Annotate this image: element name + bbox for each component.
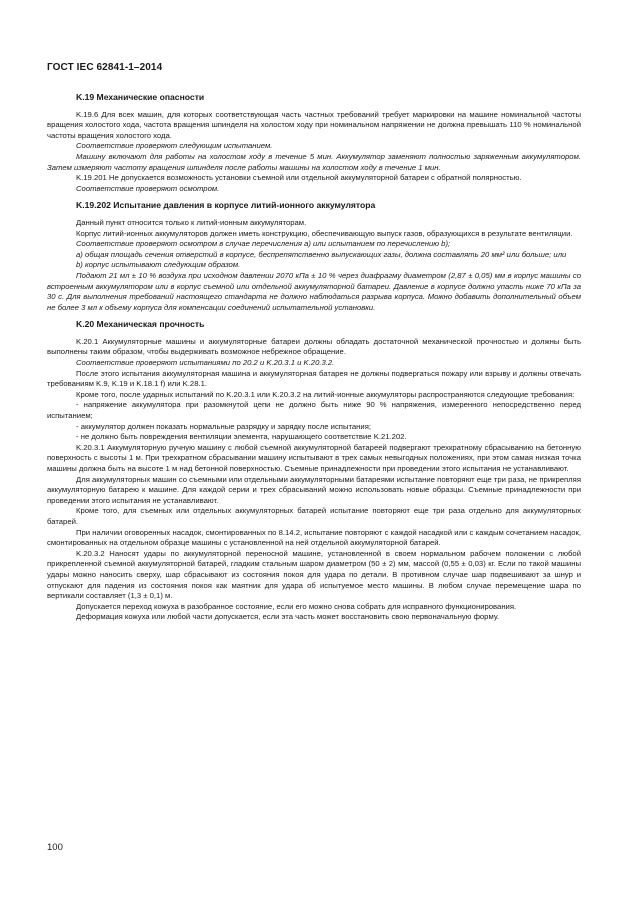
paragraph: K.19.6 Для всех машин, для которых соответствующая часть частных требований требует маркировки на машине номинальной частоты вращения холостого хода, частота вращения шпинделя на холостом ходу при номинальном напряжении не должна превышать 110 % номинальной частоты вращения холостого хода. bbox=[47, 109, 581, 140]
paragraph: Допускается переход кожуха в разобранное состояние, если его можно снова собрать для исправного функционирования. bbox=[76, 601, 517, 611]
page-number: 100 bbox=[47, 842, 63, 853]
section-heading: K.19.202 Испытание давления в корпусе литий-ионного аккумулятора bbox=[76, 200, 376, 211]
paragraph: Для аккумуляторных машин со съемными или отдельными аккумуляторными батареями испытание повторяют еще три раза, не прикрепляя аккумуляторную батарею к машине. Для каждой серии и трех сбрасываний можно использовать новые образцы. Съемные принадлежности при проведении этого испытания не устанавливают. bbox=[47, 474, 581, 505]
paragraph: Данный пункт относится только к литий-ионным аккумуляторам. bbox=[76, 217, 307, 227]
document-body bbox=[47, 92, 581, 623]
paragraph: Соответствие проверяют осмотром. bbox=[76, 183, 220, 193]
paragraph: Деформация кожуха или любой части допускается, если эта часть может восстановить свою первоначальную форму. bbox=[76, 612, 500, 622]
paragraph: а) общая площадь сечения отверстий в корпусе, беспрепятственно выпускающих газы, должна составлять 20 мм² или больше; или bbox=[76, 249, 567, 259]
paragraph: b) корпус испытывают следующим образом. bbox=[76, 260, 241, 270]
paragraph: Соответствие проверяют осмотром в случае перечисления а) или испытанием по перечислению b); bbox=[76, 239, 451, 249]
paragraph: После этого испытания аккумуляторная машина и аккумуляторная батарея не должны подвергаться пожару или взрыву и должны отвечать требованиям K.9, K.19 и K.18.1 f) или K.28.1. bbox=[47, 368, 581, 389]
paragraph: Кроме того, после ударных испытаний по K.20.3.1 или K.20.3.2 на литий-ионные аккумуляторы распространяются следующие требования: bbox=[76, 389, 575, 399]
section-heading: K.20 Механическая прочность bbox=[76, 319, 205, 330]
paragraph: K.20.3.2 Наносят удары по аккумуляторной переносной машине, установленной в своем нормальном рабочем положении с любой прикрепленной съемной аккумуляторной батарей, гладким стальным шаром диаметром (50 ± 2) мм, массой (0,55 ± 0,03) кг. Если по такой машины удары можно наносить сверху, шар сбрасывают из состояния покоя для удара по детали. В противном случае шар подвешивают за шнур и отпускают для падения из состояния покоя как маятник для удара об испытуемое место машины. В любом случае перемещение шара по вертикали составляет (1,3 ± 0,1) м. bbox=[47, 548, 581, 601]
paragraph: Соответствие проверяют испытаниями по 20.2 и K.20.3.1 и K.20.3.2. bbox=[76, 358, 335, 368]
paragraph: K.20.3.1 Аккумуляторную ручную машину с любой съемной аккумуляторной батареей подвергают трехкратному сбрасыванию на бетонную поверхность с высоты 1 м. При трехкратном сбрасывании машину испытывают в трех самых невыгодных положениях, при этом самая низкая точка машины должна быть на высоте 1 м над бетонной поверхностью. Съемные принадлежности при проведении этого испытания не устанавливают. bbox=[47, 442, 581, 473]
paragraph: Подают 21 мл ± 10 % воздуха при исходном давлении 2070 кПа ± 10 % через диафрагму диаметром (2,87 ± 0,05) мм в корпус машины со встроенным аккумулятором или в корпус съемной или отдельной аккумуляторной батареи. Давление в корпусе должно упасть ниже 70 кПа за 30 с. Для выполнения требований настоящего стандарта не должно наблюдаться разрыва корпуса. Можно добавить дополнительный объем не более 3 мл к объему корпуса для компенсации соединений испытательной установки. bbox=[47, 270, 581, 312]
paragraph: - не должно быть повреждения вентиляции элемента, нарушающего соответствие K.21.202. bbox=[76, 432, 407, 442]
paragraph: Машину включают для работы на холостом ходу в течение 5 мин. Аккумулятор заменяют полностью заряженным аккумулятором. Затем измеряют частоту вращения шпинделя после работы машины на холостом ходу в течение 1 мин. bbox=[47, 151, 581, 172]
paragraph: - аккумулятор должен показать нормальные разрядку и зарядку после испытания; bbox=[76, 421, 372, 431]
standard-header: ГОСТ IEC 62841-1–2014 bbox=[47, 62, 163, 73]
paragraph: Кроме того, для съемных или отдельных аккумуляторных батарей испытание повторяют еще три раза отдельно для аккумуляторных батарей. bbox=[47, 506, 581, 526]
paragraph: Корпус литий-ионных аккумуляторов должен иметь конструкцию, обеспечивающую выпуск газов, образующихся в результате вентиляции. bbox=[76, 228, 573, 238]
paragraph: Соответствие проверяют следующим испытанием. bbox=[76, 141, 273, 151]
paragraph: - напряжение аккумулятора при разомкнутой цепи не должно быть ниже 90 % напряжения, измеренного непосредственно перед испытанием; bbox=[47, 400, 581, 421]
paragraph: При наличии оговоренных насадок, смонтированных по 8.14.2, испытание повторяют с каждой насадкой или с каждым сочетанием насадок, смонтированных на отдельном образце машины с установленной на ней отдельной аккумуляторной батарей. bbox=[47, 527, 581, 548]
paragraph: K.20.1 Аккумуляторные машины и аккумуляторные батареи должны обладать достаточной механической прочностью и должны быть выполнены таким образом, чтобы выдерживать возможное небрежное обращение. bbox=[47, 336, 581, 357]
section-heading: K.19 Механические опасности bbox=[76, 92, 205, 102]
paragraph: K.19.201 Не допускается возможность установки съемной или отдельной аккумуляторной батареи с обратной полярностью. bbox=[76, 173, 522, 183]
